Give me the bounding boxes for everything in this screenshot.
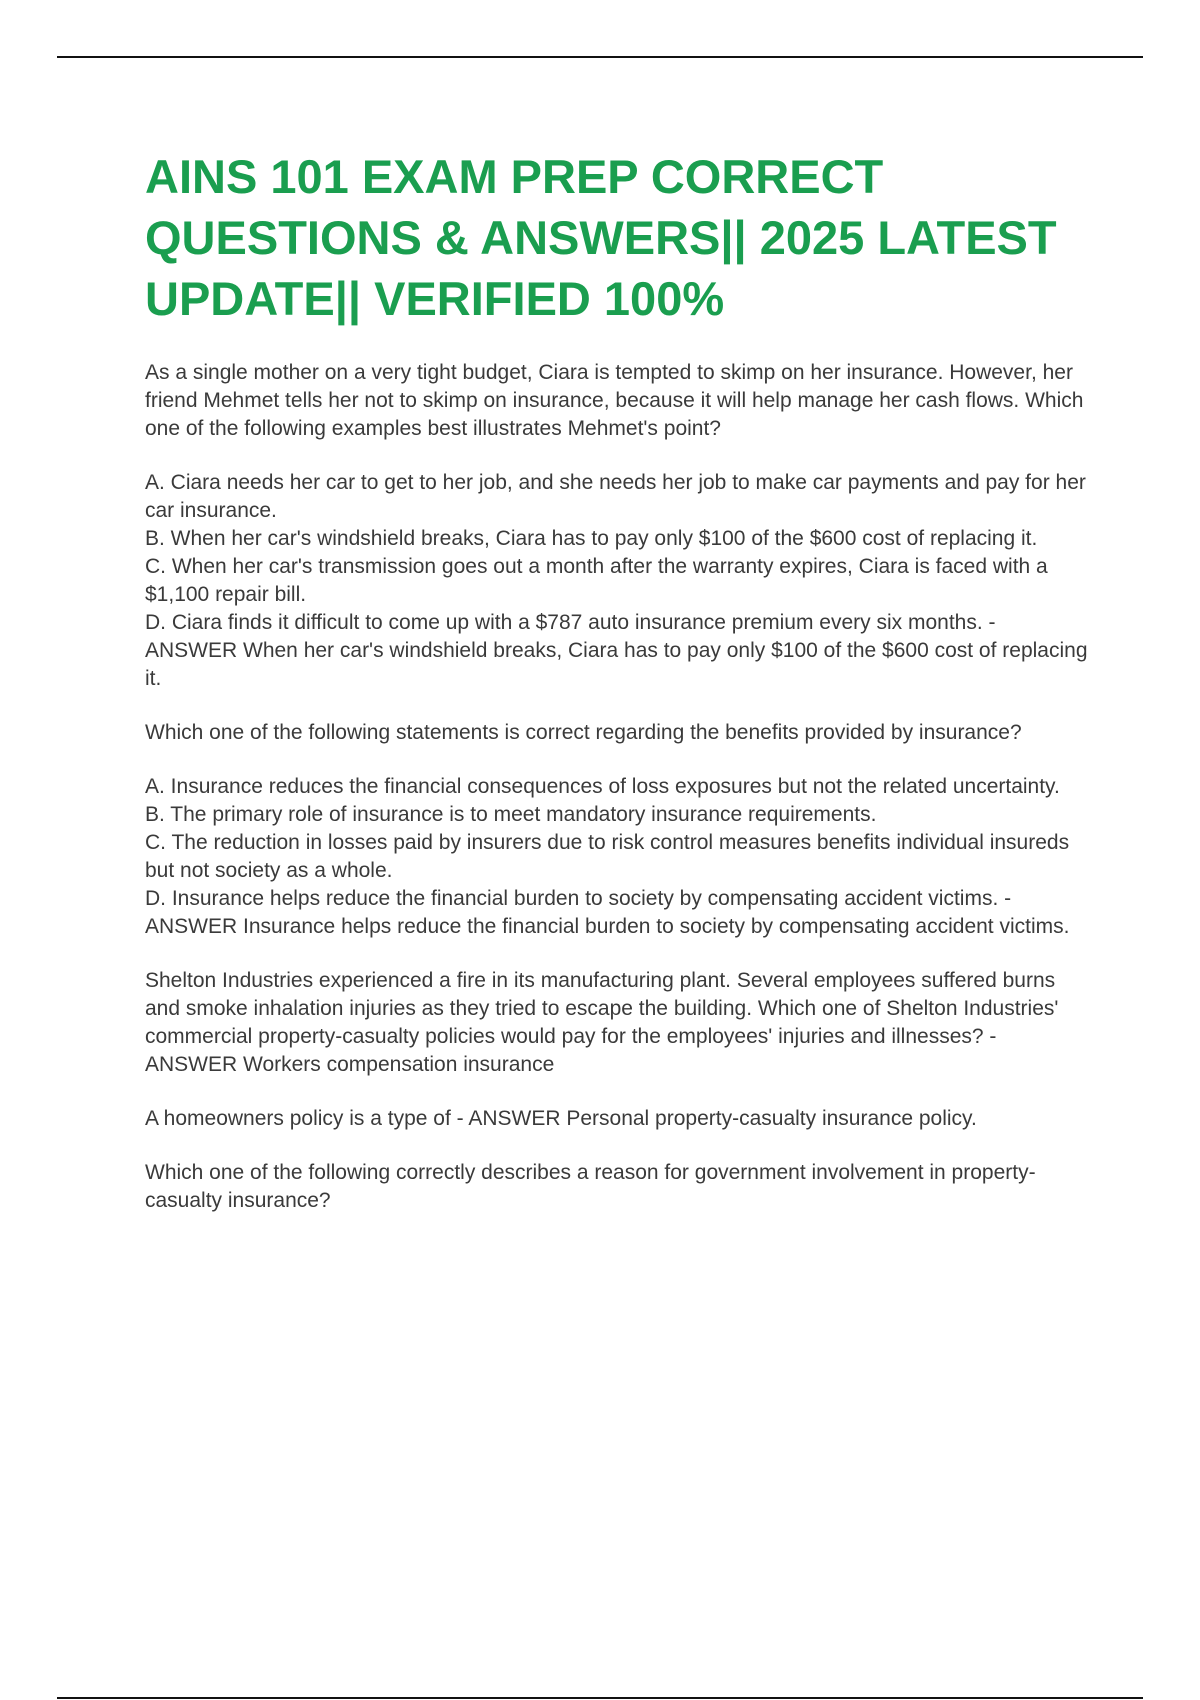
question-2-options xyxy=(145,773,1090,941)
question-2-option-b: B. The primary role of insurance is to meet mandatory insurance requirements. xyxy=(145,803,877,826)
document-title: AINS 101 EXAM PREP CORRECT QUESTIONS & ANSWERS|| 2025 LATEST UPDATE|| VERIFIED 100% xyxy=(145,150,1057,325)
question-1-option-b: B. When her car's windshield breaks, Ciara has to pay only $100 of the $600 cost of replacing it. xyxy=(145,527,1038,550)
question-1-options xyxy=(145,469,1090,693)
question-1-option-a: A. Ciara needs her car to get to her job, and she needs her job to make car payments and pay for her car insurance. xyxy=(145,471,1086,522)
document-body xyxy=(145,146,1090,1241)
question-2-option-a: A. Insurance reduces the financial consequences of loss exposures but not the related uncertainty. xyxy=(145,775,1060,798)
bottom-rule xyxy=(57,1697,1143,1699)
question-1-option-d-answer: D. Ciara finds it difficult to come up with a $787 auto insurance premium every six months. - ANSWER When her car's windshield breaks, Ciara has to pay only $100 of the $600 cost of replacing it. xyxy=(145,611,1088,690)
question-1-stem: As a single mother on a very tight budget, Ciara is tempted to skimp on her insurance. However, her friend Mehmet tells her not to skimp on insurance, because it will help manage her cash flows. Which one of the following examples best illustrates Mehmet's point? xyxy=(145,361,1084,440)
question-5-stem: Which one of the following correctly describes a reason for government involvement in property-casualty insurance? xyxy=(145,1161,1036,1212)
question-2-option-c: C. The reduction in losses paid by insurers due to risk control measures benefits individual insureds but not society as a whole. xyxy=(145,831,1070,882)
top-rule xyxy=(57,56,1143,58)
question-3-with-answer: Shelton Industries experienced a fire in its manufacturing plant. Several employees suffered burns and smoke inhalation injuries as they tried to escape the building. Which one of Shelton Industries' commercial property-casualty policies would pay for the employees' injuries and illnesses? - ANSWER Workers compensation insurance xyxy=(145,969,1059,1076)
question-1-option-c: C. When her car's transmission goes out a month after the warranty expires, Ciara is faced with a $1,100 repair bill. xyxy=(145,555,1048,606)
question-2-option-d-answer: D. Insurance helps reduce the financial burden to society by compensating accident victims. - ANSWER Insurance helps reduce the financial burden to society by compensating accident victims. xyxy=(145,887,1070,938)
question-2-stem: Which one of the following statements is correct regarding the benefits provided by insurance? xyxy=(145,721,1022,744)
question-4-with-answer: A homeowners policy is a type of - ANSWER Personal property-casualty insurance policy. xyxy=(145,1107,977,1130)
